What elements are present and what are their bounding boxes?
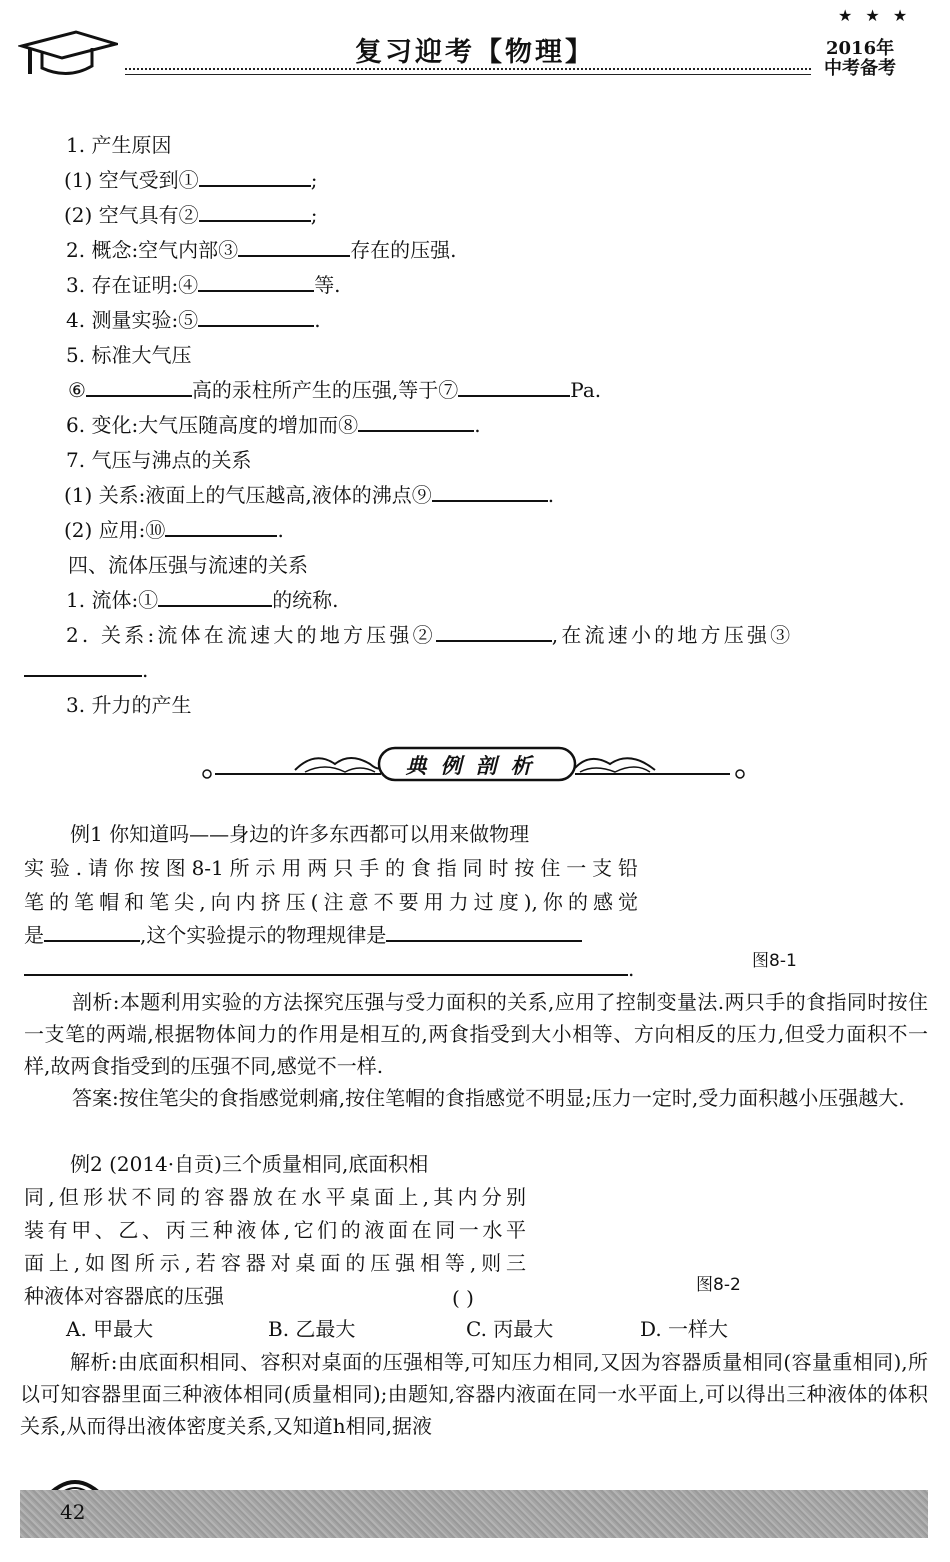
header-rule [125, 74, 811, 75]
line-14: 1. 流体:① 的统称. [66, 588, 339, 612]
option-c: C. 丙最大 [466, 1317, 554, 1341]
graduation-cap-icon [18, 24, 118, 84]
example2-line4: 面上,如图所示,若容器对桌面的压强相等,则三 [24, 1251, 526, 1275]
example1-line3: 笔的笔帽和笔尖,向内挤压(注意不要用力过度),你的感觉 [24, 890, 638, 914]
header-subtitle: 中考备考 [824, 58, 896, 79]
example2-line1: 例2 (2014·自贡)三个质量相同,底面积相 [70, 1152, 429, 1176]
option-d: D. 一样大 [640, 1317, 729, 1341]
example1-line2: 实验.请你按图8-1所示用两只手的食指同时按住一支铅 [24, 856, 638, 880]
figure-8-2-caption: 图8-2 [696, 1275, 741, 1295]
line-1: 1. 产生原因 [66, 133, 172, 157]
line-4: 2. 概念:空气内部③ 存在的压强. [66, 238, 457, 262]
page-footer [20, 1490, 928, 1538]
example1-line4: 是 ,这个实验提示的物理规律是 [24, 922, 582, 948]
section-banner-label: 典例剖析 [405, 753, 546, 778]
figure-8-1-caption: 图8-1 [752, 951, 797, 971]
header-dotted-rule [125, 68, 811, 70]
line-13: 四、流体压强与流速的关系 [68, 553, 308, 577]
example2-line3: 装有甲、乙、丙三种液体,它们的液面在同一水平 [24, 1218, 526, 1242]
line-12: (2) 应用:⑩ . [64, 518, 284, 542]
example1-line1: 例1 你知道吗——身边的许多东西都可以用来做物理 [70, 822, 530, 846]
page-number: 42 [60, 1500, 86, 1524]
line-3: (2) 空气具有② ; [64, 203, 318, 227]
line-7: 5. 标准大气压 [66, 343, 192, 367]
example2-line5: 种液体对容器底的压强 [24, 1284, 224, 1308]
line-6: 4. 测量实验:⑤ . [66, 308, 321, 332]
line-8: ⑥ 高的汞柱所产生的压强,等于⑦ Pa. [68, 378, 602, 402]
example2-analysis: 解析:由底面积相同、容积对桌面的压强相等,可知压力相同,又因为容器质量相同(容量重相同),所以可知容器里面三种液体相同(质量相同);由题知,容器内液面在同一水平面上,可以得出三种液体的体积关系,从而得出液体密度关系,又知道h相同,据液 [20, 1350, 928, 1438]
line-16: 3. 升力的产生 [66, 693, 192, 717]
option-a: A. 甲最大 [66, 1317, 154, 1341]
line-11: (1) 关系:液面上的气压越高,液体的沸点⑨ . [64, 483, 555, 507]
line-10: 7. 气压与沸点的关系 [66, 448, 252, 472]
line-15-cont: . [24, 657, 148, 683]
answer-parentheses: ( ) [452, 1286, 474, 1310]
line-15: 2. 关系:流体在流速大的地方压强② ,在流速小的地方压强③ [66, 623, 794, 647]
example1-line5: . [24, 956, 634, 982]
example1-answer: 答案:按住笔尖的食指感觉刺痛,按住笔帽的食指感觉不明显;压力一定时,受力面积越小压强越大. [72, 1086, 905, 1110]
line-5: 3. 存在证明:④ 等. [66, 273, 341, 297]
page-title: 复习迎考【物理】 [355, 37, 595, 68]
example1-analysis: 剖析:本题利用实验的方法探究压强与受力面积的关系,应用了控制变量法.两只手的食指同时按住一支笔的两端,根据物体间力的作用是相互的,两食指受到大小相等、方向相反的压力,但受力面积不一样,故两食指受到的压强不同,感觉不一样. [24, 990, 928, 1078]
line-9: 6. 变化:大气压随高度的增加而⑧ . [66, 413, 481, 437]
option-b: B. 乙最大 [268, 1317, 356, 1341]
header-year: 2016年 [826, 38, 895, 59]
stars-icon: ★ ★ ★ [838, 6, 912, 25]
example2-line2: 同,但形状不同的容器放在水平桌面上,其内分别 [24, 1185, 526, 1209]
page-header [0, 0, 950, 95]
line-2: (1) 空气受到① ; [64, 168, 318, 192]
